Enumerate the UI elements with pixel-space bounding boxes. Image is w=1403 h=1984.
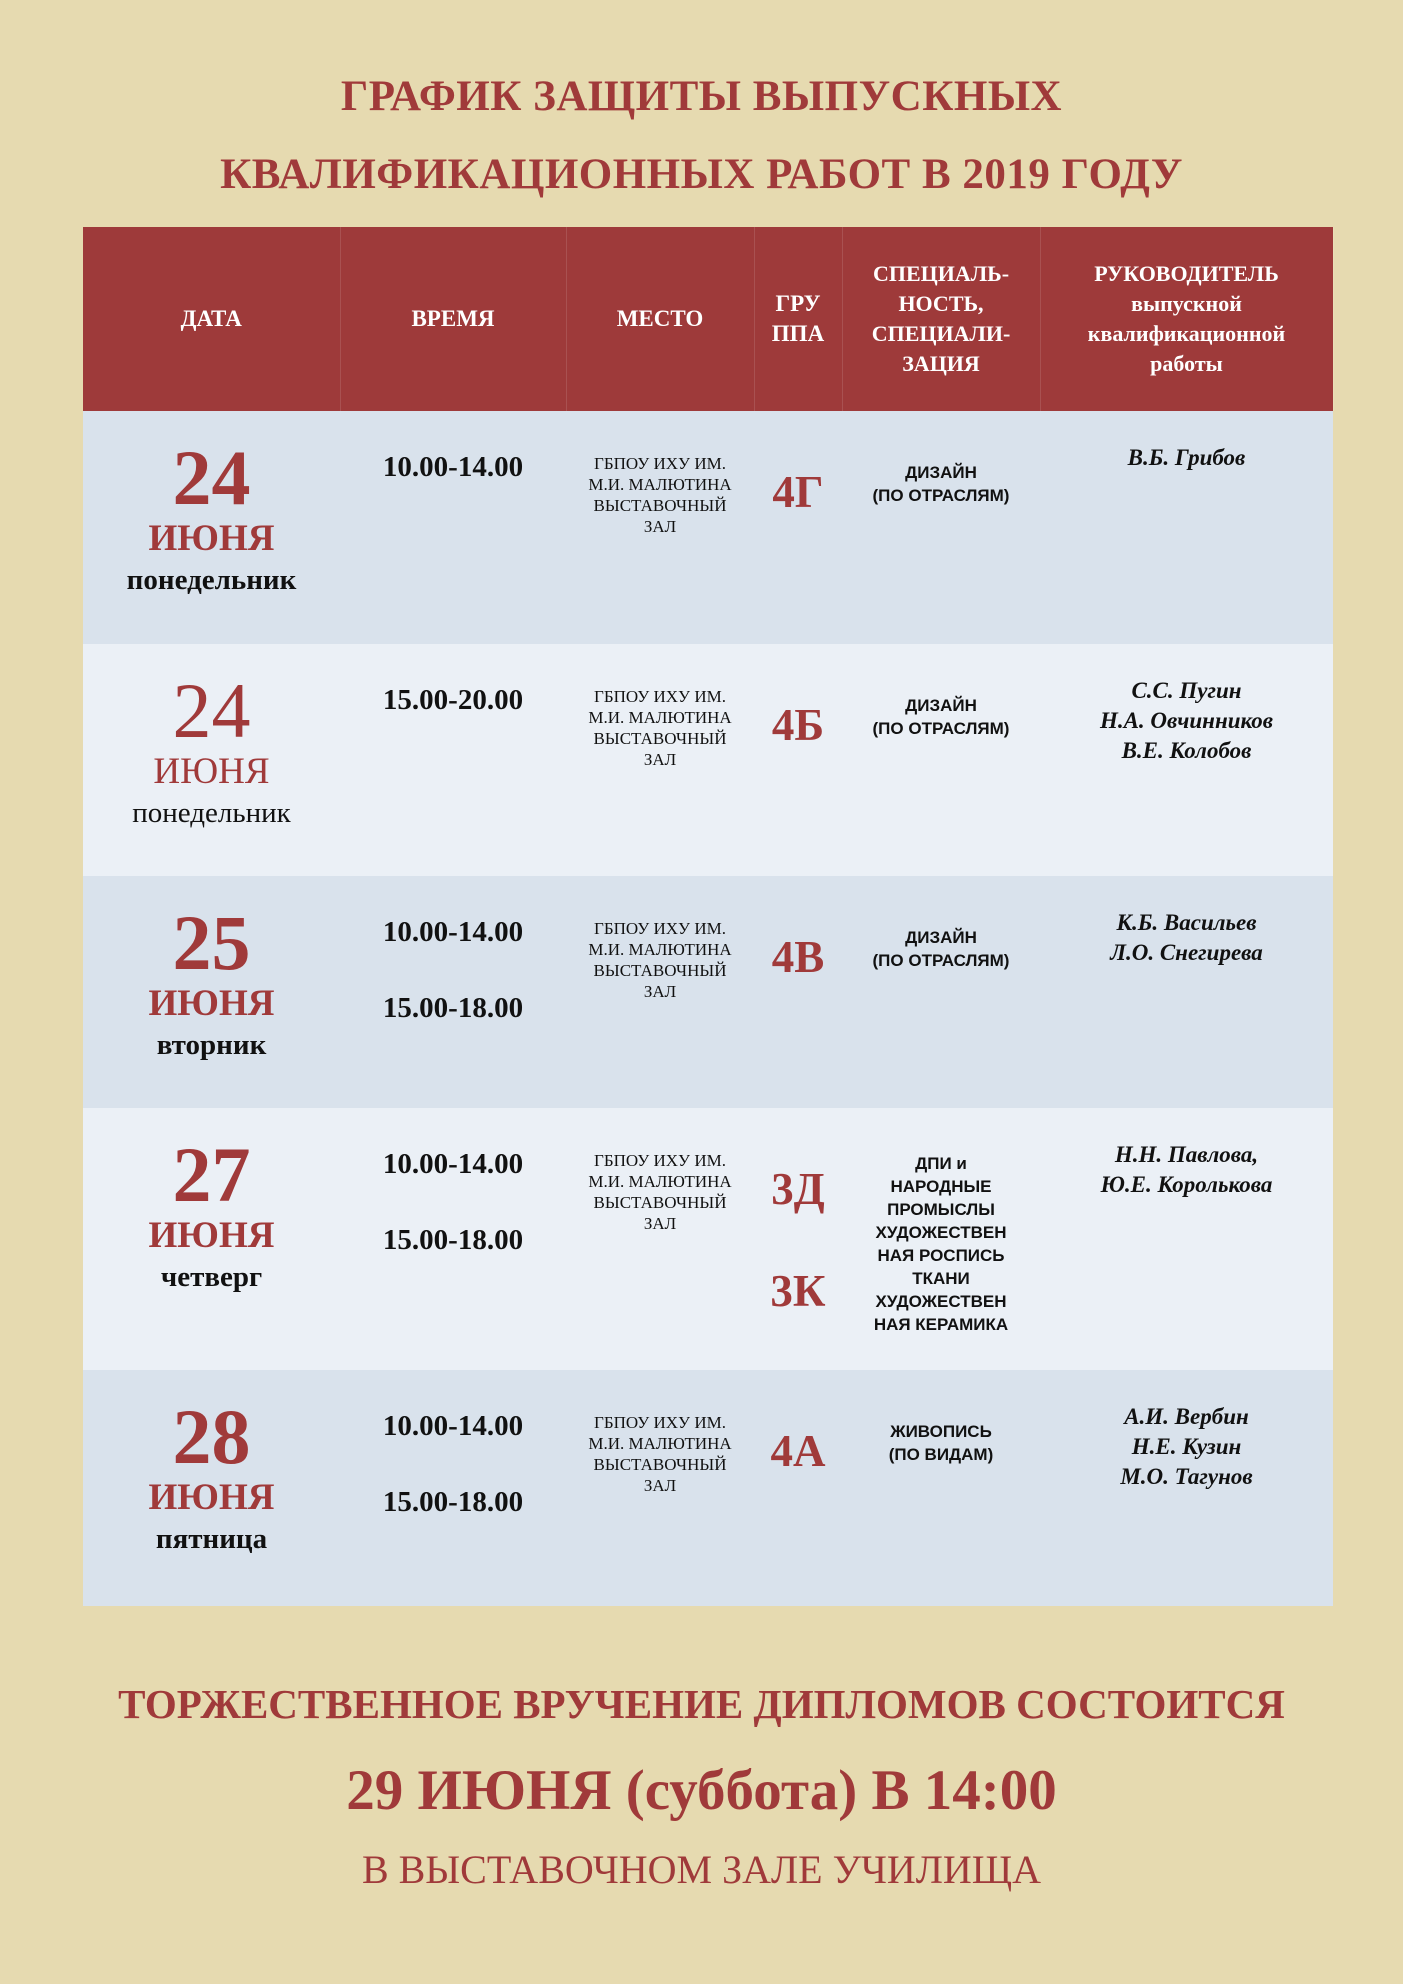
footer-line-1: ТОРЖЕСТВЕННОЕ ВРУЧЕНИЕ ДИПЛОМОВ СОСТОИТСЯ bbox=[118, 1681, 1285, 1727]
time-cell bbox=[340, 411, 566, 644]
spec-cell bbox=[842, 876, 1040, 1108]
place-line: ВЫСТАВОЧНЫЙ bbox=[593, 496, 727, 515]
supervisor-name: А.И. Вербин bbox=[1124, 1404, 1249, 1429]
time-slot: 15.00-18.00 bbox=[382, 1486, 524, 1518]
date-cell bbox=[83, 1370, 340, 1606]
place-line: ЗАЛ bbox=[643, 1476, 677, 1495]
group-code: 4Б bbox=[771, 700, 825, 750]
header-supervisor-l1: РУКОВОДИТЕЛЬ bbox=[1094, 261, 1279, 286]
header-supervisor-l3: квалификационной bbox=[1087, 321, 1286, 346]
spec-line: ДИЗАЙН bbox=[905, 463, 977, 482]
supervisor-name: К.Б. Васильев bbox=[1116, 910, 1257, 935]
group-cell bbox=[754, 876, 842, 1108]
time-cell bbox=[340, 876, 566, 1108]
time-slot: 10.00-14.00 bbox=[382, 1148, 524, 1180]
place-line: М.И. МАЛЮТИНА bbox=[588, 708, 732, 727]
schedule-table bbox=[83, 227, 1334, 1606]
place-line: ВЫСТАВОЧНЫЙ bbox=[593, 1455, 727, 1474]
date-month: ИЮНЯ bbox=[148, 518, 275, 559]
place-cell bbox=[566, 1370, 754, 1606]
place-line: ГБПОУ ИХУ ИМ. bbox=[594, 687, 726, 706]
supervisor-cell bbox=[1040, 1108, 1333, 1370]
supervisor-name: Н.Н. Павлова, bbox=[1114, 1142, 1259, 1167]
header-time: ВРЕМЯ bbox=[340, 227, 566, 411]
spec-cell bbox=[842, 644, 1040, 876]
group-cell bbox=[754, 1370, 842, 1606]
spec-cell bbox=[842, 1370, 1040, 1606]
date-weekday: понедельник bbox=[126, 564, 297, 596]
time-slot: 10.00-14.00 bbox=[382, 1410, 524, 1442]
supervisor-name: Н.Е. Кузин bbox=[1131, 1434, 1242, 1459]
time-cell bbox=[340, 644, 566, 876]
header-group bbox=[754, 227, 842, 411]
date-weekday: четверг bbox=[160, 1261, 263, 1293]
table-row bbox=[83, 1108, 1333, 1370]
date-day: 24 bbox=[172, 667, 251, 754]
date-day: 24 bbox=[172, 434, 251, 521]
spec-line: ХУДОЖЕСТВЕН bbox=[875, 1292, 1007, 1311]
header-spec-l3: СПЕЦИАЛИ- bbox=[871, 321, 1011, 346]
header-place: МЕСТО bbox=[566, 227, 754, 411]
table-row bbox=[83, 644, 1333, 876]
place-cell bbox=[566, 644, 754, 876]
spec-line: НАЯ КЕРАМИКА bbox=[873, 1315, 1009, 1334]
place-line: М.И. МАЛЮТИНА bbox=[588, 940, 732, 959]
supervisor-cell bbox=[1040, 411, 1333, 644]
group-cell bbox=[754, 411, 842, 644]
supervisor-name: Н.А. Овчинников bbox=[1099, 708, 1274, 733]
place-line: ГБПОУ ИХУ ИМ. bbox=[594, 454, 726, 473]
supervisor-name: В.Е. Колобов bbox=[1121, 738, 1252, 763]
date-day: 25 bbox=[172, 899, 251, 986]
spec-line: ТКАНИ bbox=[912, 1269, 970, 1288]
supervisor-cell bbox=[1040, 1370, 1333, 1606]
spec-line: (ПО ВИДАМ) bbox=[888, 1445, 994, 1464]
date-weekday: понедельник bbox=[132, 797, 291, 829]
footer-line-3: В ВЫСТАВОЧНОМ ЗАЛЕ УЧИЛИЩА bbox=[361, 1847, 1042, 1892]
place-cell bbox=[566, 876, 754, 1108]
group-code: 4В bbox=[771, 932, 825, 982]
header-spec-l2: НОСТЬ, bbox=[898, 291, 984, 316]
header-spec bbox=[842, 227, 1040, 411]
supervisor-name: М.О. Тагунов bbox=[1120, 1464, 1253, 1489]
spec-line: ДИЗАЙН bbox=[905, 928, 977, 947]
header-date: ДАТА bbox=[83, 227, 340, 411]
header-spec-l4: ЗАЦИЯ bbox=[902, 351, 980, 376]
date-cell bbox=[83, 1108, 340, 1370]
header-group-l2: ППА bbox=[771, 321, 825, 346]
group-code: 3К bbox=[770, 1266, 826, 1316]
group-code: 4Г bbox=[772, 467, 824, 517]
group-cell bbox=[754, 1108, 842, 1370]
time-slot: 10.00-14.00 bbox=[382, 916, 524, 948]
table-header-row bbox=[83, 227, 1333, 411]
spec-line: ДПИ и bbox=[915, 1154, 967, 1173]
supervisor-name: Ю.Е. Королькова bbox=[1100, 1172, 1273, 1197]
date-weekday: пятница bbox=[155, 1523, 268, 1555]
place-cell bbox=[566, 1108, 754, 1370]
spec-line: (ПО ОТРАСЛЯМ) bbox=[872, 951, 1010, 970]
spec-line: НАЯ РОСПИСЬ bbox=[877, 1246, 1005, 1265]
place-line: ЗАЛ bbox=[643, 517, 677, 536]
spec-line: ЖИВОПИСЬ bbox=[890, 1422, 992, 1441]
place-line: М.И. МАЛЮТИНА bbox=[588, 1434, 732, 1453]
place-line: ГБПОУ ИХУ ИМ. bbox=[594, 1151, 726, 1170]
date-day: 28 bbox=[172, 1393, 251, 1480]
time-slot: 15.00-18.00 bbox=[382, 1224, 524, 1256]
date-month: ИЮНЯ bbox=[153, 751, 270, 792]
spec-line: ПРОМЫСЛЫ bbox=[887, 1200, 995, 1219]
place-line: ЗАЛ bbox=[643, 1214, 677, 1233]
place-line: ВЫСТАВОЧНЫЙ bbox=[593, 961, 727, 980]
spec-line: НАРОДНЫЕ bbox=[890, 1177, 992, 1196]
place-line: ЗАЛ bbox=[643, 750, 677, 769]
spec-cell bbox=[842, 411, 1040, 644]
header-supervisor bbox=[1040, 227, 1333, 411]
date-cell bbox=[83, 876, 340, 1108]
supervisor-cell bbox=[1040, 644, 1333, 876]
table-row bbox=[83, 411, 1333, 644]
spec-line: ДИЗАЙН bbox=[905, 696, 977, 715]
place-line: ЗАЛ bbox=[643, 982, 677, 1001]
supervisor-cell bbox=[1040, 876, 1333, 1108]
date-cell bbox=[83, 411, 340, 644]
date-weekday: вторник bbox=[156, 1029, 267, 1061]
time-slot: 10.00-14.00 bbox=[382, 451, 524, 483]
table-row bbox=[83, 876, 1333, 1108]
header-group-l1: ГРУ bbox=[775, 291, 821, 316]
header-spec-l1: СПЕЦИАЛЬ- bbox=[872, 261, 1010, 286]
spec-cell bbox=[842, 1108, 1040, 1370]
place-line: ГБПОУ ИХУ ИМ. bbox=[594, 1413, 726, 1432]
title-line-2: КВАЛИФИКАЦИОННЫХ РАБОТ В 2019 ГОДУ bbox=[220, 151, 1183, 198]
date-month: ИЮНЯ bbox=[148, 983, 275, 1024]
spec-line: (ПО ОТРАСЛЯМ) bbox=[872, 719, 1010, 738]
place-line: М.И. МАЛЮТИНА bbox=[588, 475, 732, 494]
place-line: ВЫСТАВОЧНЫЙ bbox=[593, 1193, 727, 1212]
supervisor-name: Л.О. Снегирева bbox=[1110, 940, 1263, 965]
spec-line: (ПО ОТРАСЛЯМ) bbox=[872, 486, 1010, 505]
group-code: 4А bbox=[770, 1426, 826, 1476]
time-cell bbox=[340, 1370, 566, 1606]
time-slot: 15.00-18.00 bbox=[382, 992, 524, 1024]
time-cell bbox=[340, 1108, 566, 1370]
time-slot: 15.00-20.00 bbox=[382, 684, 524, 716]
group-code: 3Д bbox=[771, 1164, 825, 1214]
supervisor-name: С.С. Пугин bbox=[1131, 678, 1242, 703]
supervisor-name: В.Б. Грибов bbox=[1127, 445, 1246, 470]
date-month: ИЮНЯ bbox=[148, 1215, 275, 1256]
group-cell bbox=[754, 644, 842, 876]
place-cell bbox=[566, 411, 754, 644]
header-supervisor-l2: выпускной bbox=[1131, 291, 1242, 316]
table-row bbox=[83, 1370, 1333, 1606]
place-line: ГБПОУ ИХУ ИМ. bbox=[594, 919, 726, 938]
date-day: 27 bbox=[172, 1131, 251, 1218]
spec-line: ХУДОЖЕСТВЕН bbox=[875, 1223, 1007, 1242]
footer-line-2: 29 ИЮНЯ (суббота) В 14:00 bbox=[346, 1759, 1057, 1822]
header-supervisor-l4: работы bbox=[1150, 351, 1223, 376]
date-month: ИЮНЯ bbox=[148, 1477, 275, 1518]
place-line: ВЫСТАВОЧНЫЙ bbox=[593, 729, 727, 748]
date-cell bbox=[83, 644, 340, 876]
place-line: М.И. МАЛЮТИНА bbox=[588, 1172, 732, 1191]
title-line-1: ГРАФИК ЗАЩИТЫ ВЫПУСКНЫХ bbox=[340, 73, 1063, 120]
